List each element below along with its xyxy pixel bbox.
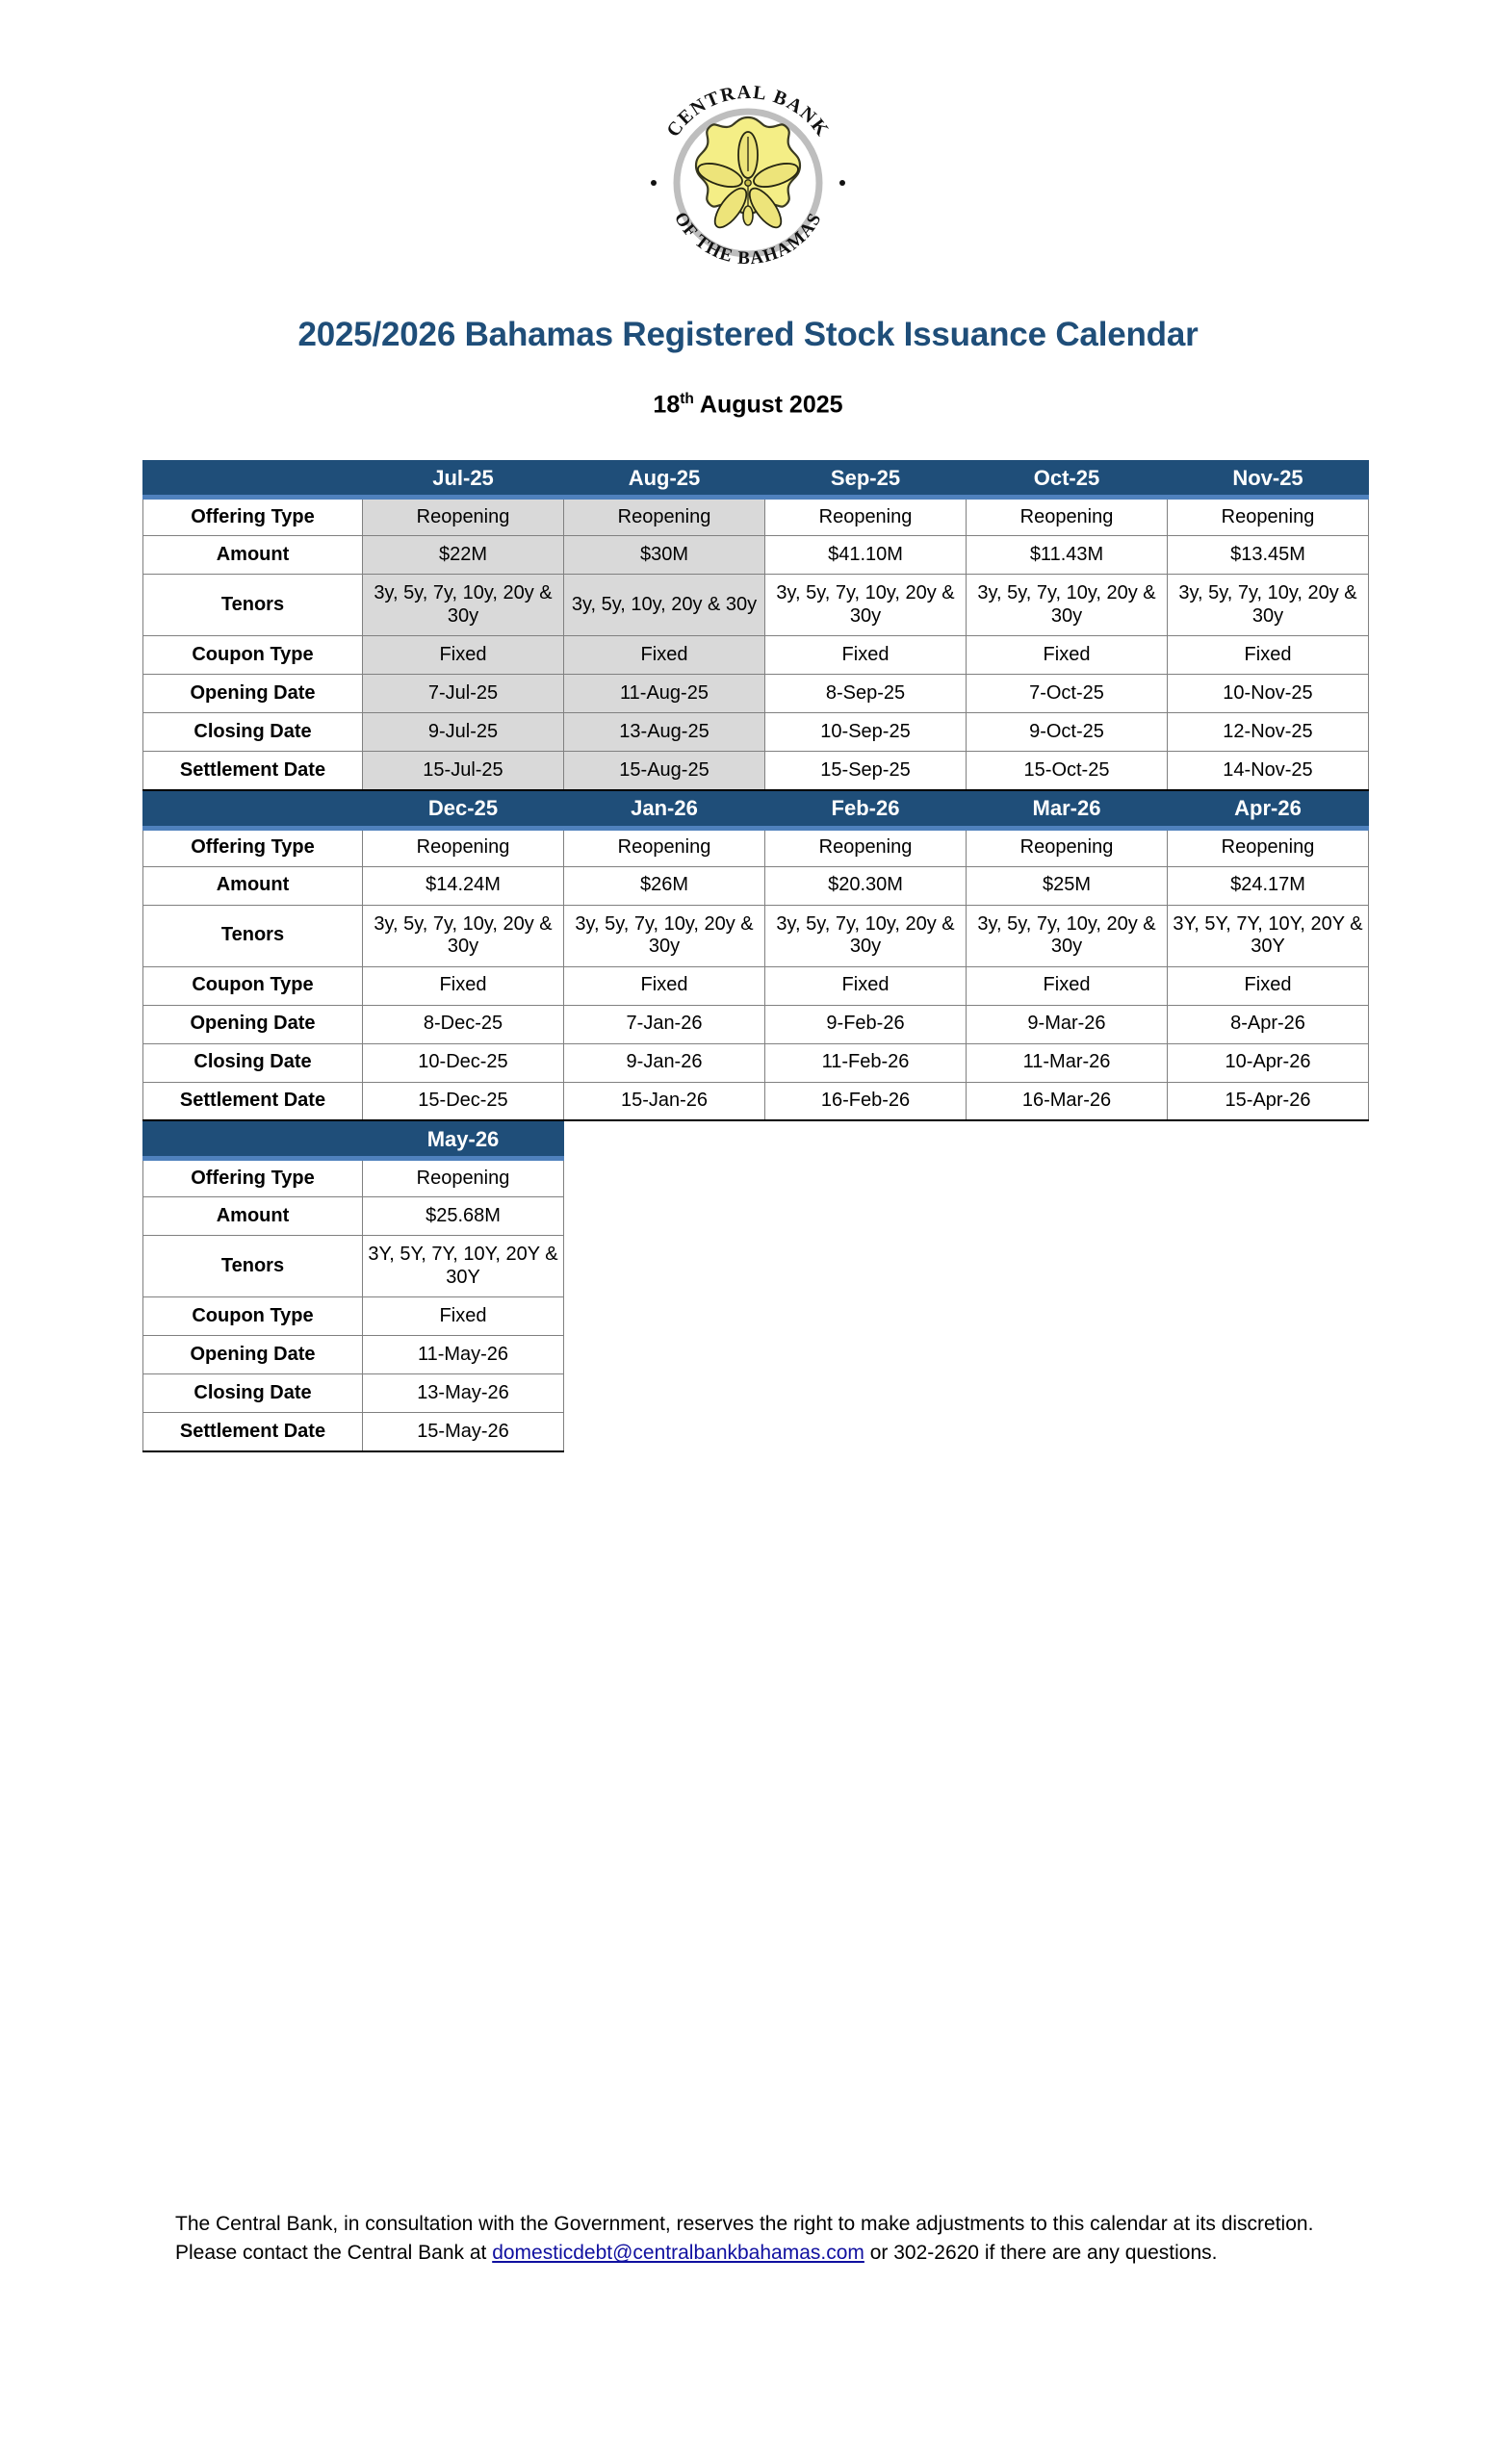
cell-coupon-type: Fixed	[363, 1297, 564, 1336]
cell-offering-type: Reopening	[967, 828, 1168, 866]
row-label-closing-date: Closing Date	[143, 1374, 363, 1413]
table-header-row	[143, 791, 1369, 828]
footer-text-part2: or 302-2620 if there are any questions.	[864, 2242, 1218, 2265]
row-label-tenors: Tenors	[143, 1236, 363, 1297]
cell-settlement-date: 15-Jan-26	[564, 1082, 765, 1120]
table-row	[143, 636, 1369, 675]
cell-amount: $22M	[363, 536, 564, 575]
month-header: Feb-26	[765, 791, 967, 828]
cell-settlement-date: 14-Nov-25	[1168, 752, 1369, 790]
row-label-tenors: Tenors	[143, 575, 363, 636]
cell-coupon-type: Fixed	[765, 636, 967, 675]
month-header: Nov-25	[1168, 461, 1369, 498]
month-header: Dec-25	[363, 791, 564, 828]
cell-tenors: 3y, 5y, 7y, 10y, 20y & 30y	[363, 905, 564, 966]
row-label-opening-date: Opening Date	[143, 1336, 363, 1374]
cell-closing-date: 13-Aug-25	[564, 713, 765, 752]
document-date-day: 18	[653, 391, 681, 419]
cell-amount: $30M	[564, 536, 765, 575]
cell-coupon-type: Fixed	[1168, 966, 1369, 1005]
cell-coupon-type: Fixed	[363, 966, 564, 1005]
row-label-amount: Amount	[143, 866, 363, 905]
month-header: Apr-26	[1168, 791, 1369, 828]
cell-settlement-date: 15-Dec-25	[363, 1082, 564, 1120]
cell-opening-date: 7-Jan-26	[564, 1005, 765, 1043]
table-row	[143, 536, 1369, 575]
cell-amount: $24.17M	[1168, 866, 1369, 905]
calendar-block-3	[142, 1121, 564, 1452]
cell-closing-date: 13-May-26	[363, 1374, 564, 1413]
central-bank-of-the-bahamas-logo	[642, 75, 854, 277]
svg-text:CENTRAL BANK: CENTRAL BANK	[662, 81, 834, 141]
cell-tenors: 3y, 5y, 7y, 10y, 20y & 30y	[564, 905, 765, 966]
table-row	[143, 1159, 564, 1197]
cell-opening-date: 7-Oct-25	[967, 675, 1168, 713]
document-date-rest: August 2025	[693, 391, 843, 419]
cell-opening-date: 11-Aug-25	[564, 675, 765, 713]
cell-amount: $14.24M	[363, 866, 564, 905]
cell-offering-type: Reopening	[1168, 828, 1369, 866]
row-label-tenors: Tenors	[143, 905, 363, 966]
row-label-settlement-date: Settlement Date	[143, 1082, 363, 1120]
cell-amount: $26M	[564, 866, 765, 905]
cell-settlement-date: 15-Sep-25	[765, 752, 967, 790]
row-label-opening-date: Opening Date	[143, 675, 363, 713]
cell-opening-date: 8-Sep-25	[765, 675, 967, 713]
cell-tenors: 3Y, 5Y, 7Y, 10Y, 20Y & 30Y	[363, 1236, 564, 1297]
cell-amount: $13.45M	[1168, 536, 1369, 575]
table-header-row	[143, 1122, 564, 1159]
table-row	[143, 1005, 1369, 1043]
cell-tenors: 3y, 5y, 7y, 10y, 20y & 30y	[363, 575, 564, 636]
cell-coupon-type: Fixed	[564, 966, 765, 1005]
cell-offering-type: Reopening	[363, 828, 564, 866]
cell-closing-date: 12-Nov-25	[1168, 713, 1369, 752]
footer-text-part1: The Central Bank, in consultation with the Government, reserves the right to make adjustments to this calendar at its discretion. Please contact the Central Bank at	[175, 2213, 1314, 2265]
cell-closing-date: 10-Apr-26	[1168, 1043, 1369, 1082]
row-label-offering-type: Offering Type	[143, 498, 363, 536]
cell-closing-date: 10-Dec-25	[363, 1043, 564, 1082]
page-title: 2025/2026 Bahamas Registered Stock Issuance Calendar	[297, 316, 1199, 353]
cell-amount: $41.10M	[765, 536, 967, 575]
table-row	[143, 1374, 564, 1413]
table-row	[143, 1336, 564, 1374]
table-header-row	[143, 461, 1369, 498]
table-row	[143, 905, 1369, 966]
cell-tenors: 3Y, 5Y, 7Y, 10Y, 20Y & 30Y	[1168, 905, 1369, 966]
cell-tenors: 3y, 5y, 7y, 10y, 20y & 30y	[1168, 575, 1369, 636]
cell-amount: $20.30M	[765, 866, 967, 905]
table-row	[143, 1297, 564, 1336]
cell-opening-date: 7-Jul-25	[363, 675, 564, 713]
table-row	[143, 866, 1369, 905]
table-row	[143, 1043, 1369, 1082]
table-row	[143, 966, 1369, 1005]
table-row	[143, 1236, 564, 1297]
table-row	[143, 575, 1369, 636]
cell-coupon-type: Fixed	[1168, 636, 1369, 675]
cell-closing-date: 10-Sep-25	[765, 713, 967, 752]
domestic-debt-email-link[interactable]: domesticdebt@centralbankbahamas.com	[492, 2242, 864, 2265]
cell-offering-type: Reopening	[363, 498, 564, 536]
month-header: Aug-25	[564, 461, 765, 498]
calendar-block-2	[142, 791, 1369, 1122]
cell-settlement-date: 16-Mar-26	[967, 1082, 1168, 1120]
cell-closing-date: 9-Jan-26	[564, 1043, 765, 1082]
table-row	[143, 1197, 564, 1236]
cell-opening-date: 9-Feb-26	[765, 1005, 967, 1043]
cell-amount: $11.43M	[967, 536, 1168, 575]
cell-offering-type: Reopening	[765, 498, 967, 536]
document-date-ordinal: th	[680, 391, 694, 407]
cell-amount: $25M	[967, 866, 1168, 905]
row-label-offering-type: Offering Type	[143, 1159, 363, 1197]
cell-settlement-date: 15-Jul-25	[363, 752, 564, 790]
cell-offering-type: Reopening	[564, 828, 765, 866]
table-row	[143, 828, 1369, 866]
footer-disclaimer	[175, 2210, 1321, 2269]
cell-tenors: 3y, 5y, 7y, 10y, 20y & 30y	[765, 905, 967, 966]
cell-settlement-date: 15-May-26	[363, 1413, 564, 1451]
cell-offering-type: Reopening	[765, 828, 967, 866]
cell-tenors: 3y, 5y, 7y, 10y, 20y & 30y	[967, 575, 1168, 636]
calendar-block-1	[142, 460, 1369, 791]
month-header: Sep-25	[765, 461, 967, 498]
cell-offering-type: Reopening	[1168, 498, 1369, 536]
header-corner-cell	[143, 1122, 363, 1159]
table-row	[143, 675, 1369, 713]
cell-opening-date: 8-Apr-26	[1168, 1005, 1369, 1043]
cell-offering-type: Reopening	[967, 498, 1168, 536]
cell-settlement-date: 16-Feb-26	[765, 1082, 967, 1120]
cell-offering-type: Reopening	[363, 1159, 564, 1197]
cell-settlement-date: 15-Aug-25	[564, 752, 765, 790]
row-label-closing-date: Closing Date	[143, 713, 363, 752]
cell-coupon-type: Fixed	[363, 636, 564, 675]
cell-settlement-date: 15-Oct-25	[967, 752, 1168, 790]
table-row	[143, 752, 1369, 790]
month-header: May-26	[363, 1122, 564, 1159]
cell-closing-date: 9-Oct-25	[967, 713, 1168, 752]
month-header: Oct-25	[967, 461, 1168, 498]
row-label-opening-date: Opening Date	[143, 1005, 363, 1043]
header-corner-cell	[143, 461, 363, 498]
cell-tenors: 3y, 5y, 7y, 10y, 20y & 30y	[765, 575, 967, 636]
cell-tenors: 3y, 5y, 7y, 10y, 20y & 30y	[967, 905, 1168, 966]
header-corner-cell	[143, 791, 363, 828]
row-label-coupon-type: Coupon Type	[143, 636, 363, 675]
cell-opening-date: 9-Mar-26	[967, 1005, 1168, 1043]
row-label-offering-type: Offering Type	[143, 828, 363, 866]
cell-tenors: 3y, 5y, 10y, 20y & 30y	[564, 575, 765, 636]
row-label-coupon-type: Coupon Type	[143, 1297, 363, 1336]
cell-amount: $25.68M	[363, 1197, 564, 1236]
row-label-settlement-date: Settlement Date	[143, 752, 363, 790]
month-header: Jul-25	[363, 461, 564, 498]
row-label-coupon-type: Coupon Type	[143, 966, 363, 1005]
cell-coupon-type: Fixed	[765, 966, 967, 1005]
month-header: Jan-26	[564, 791, 765, 828]
cell-closing-date: 9-Jul-25	[363, 713, 564, 752]
row-label-settlement-date: Settlement Date	[143, 1413, 363, 1451]
svg-text:OF THE BAHAMAS: OF THE BAHAMAS	[669, 208, 827, 270]
table-row	[143, 1082, 1369, 1120]
cell-closing-date: 11-Mar-26	[967, 1043, 1168, 1082]
cell-opening-date: 11-May-26	[363, 1336, 564, 1374]
cell-closing-date: 11-Feb-26	[765, 1043, 967, 1082]
cell-opening-date: 10-Nov-25	[1168, 675, 1369, 713]
table-row	[143, 498, 1369, 536]
cell-offering-type: Reopening	[564, 498, 765, 536]
cell-coupon-type: Fixed	[967, 636, 1168, 675]
row-label-amount: Amount	[143, 536, 363, 575]
cell-coupon-type: Fixed	[967, 966, 1168, 1005]
month-header: Mar-26	[967, 791, 1168, 828]
row-label-amount: Amount	[143, 1197, 363, 1236]
cell-settlement-date: 15-Apr-26	[1168, 1082, 1369, 1120]
row-label-closing-date: Closing Date	[143, 1043, 363, 1082]
logo-container	[0, 75, 1496, 277]
document-date	[0, 391, 1496, 419]
table-row	[143, 1413, 564, 1451]
cell-opening-date: 8-Dec-25	[363, 1005, 564, 1043]
table-row	[143, 713, 1369, 752]
cell-coupon-type: Fixed	[564, 636, 765, 675]
issuance-calendar-tables	[142, 460, 1369, 1452]
